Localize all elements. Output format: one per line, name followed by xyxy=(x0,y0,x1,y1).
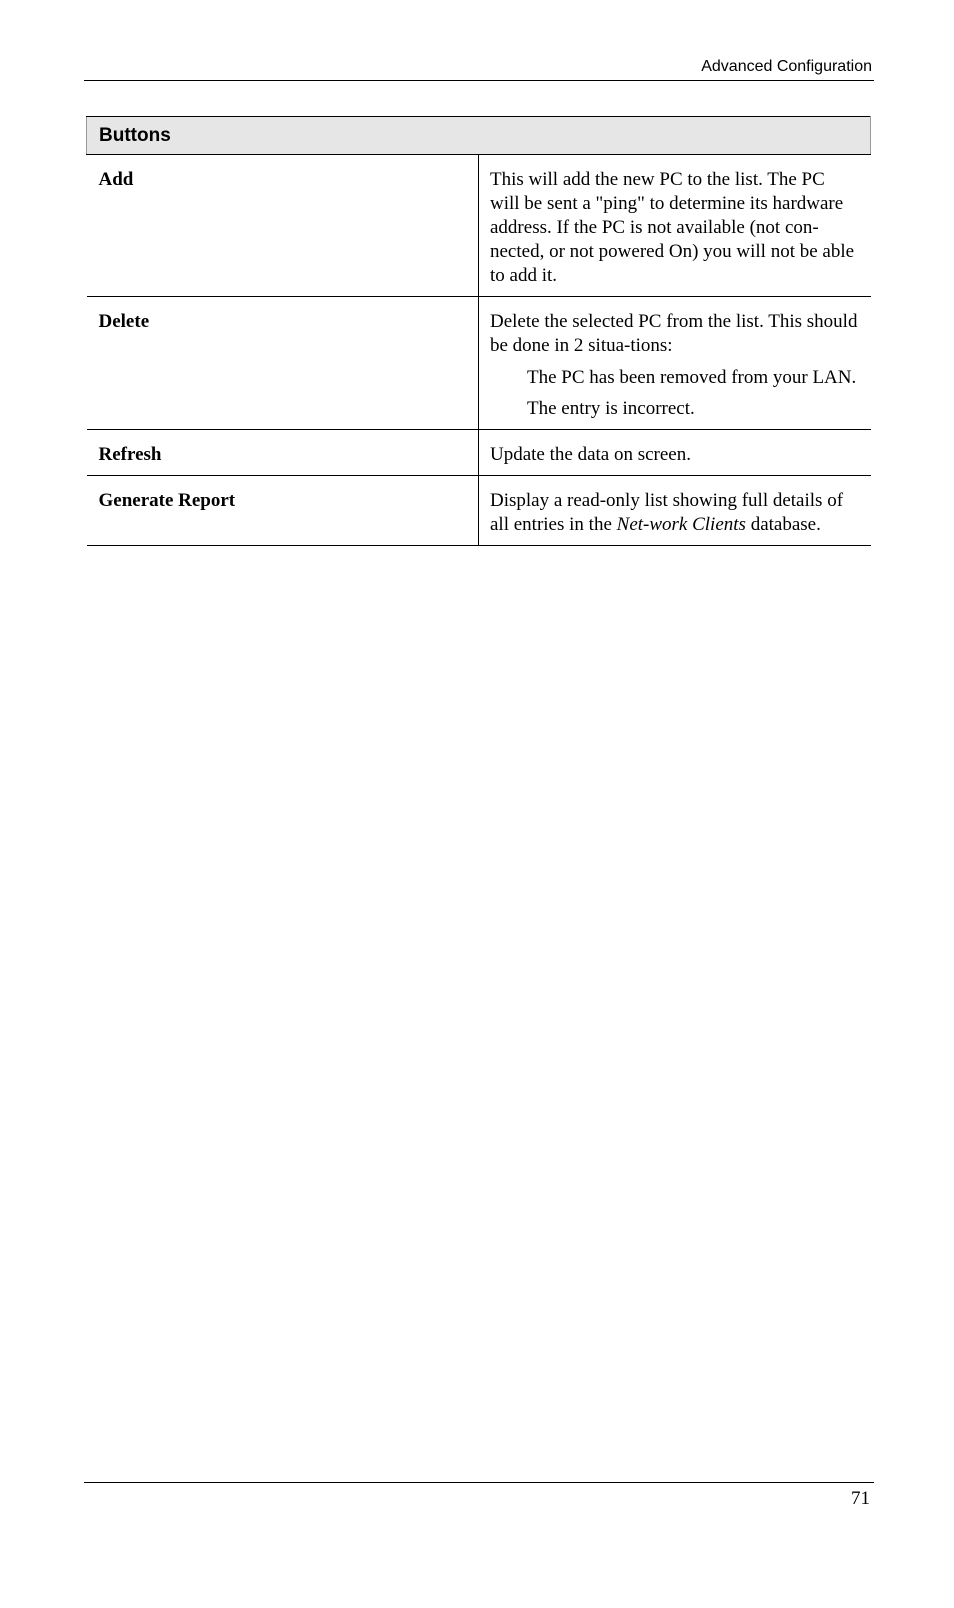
delete-situation-item: The PC has been removed from your LAN. xyxy=(527,367,857,388)
row-term-delete: Delete xyxy=(87,297,479,430)
table-row xyxy=(87,476,871,546)
description-text: database. xyxy=(745,514,821,535)
row-description-refresh: Update the data on screen. xyxy=(479,430,871,476)
table-row xyxy=(87,155,871,297)
description-italic-text: Net-work Clients xyxy=(616,514,746,535)
buttons-table-container xyxy=(86,116,871,546)
table-heading: Buttons xyxy=(87,117,871,155)
running-footer xyxy=(84,1482,874,1509)
row-term-generate-report: Generate Report xyxy=(87,476,479,546)
page-number: 71 xyxy=(851,1488,870,1509)
row-term-refresh: Refresh xyxy=(87,430,479,476)
table-row xyxy=(87,430,871,476)
delete-intro-text: Delete the selected PC from the list. This should be done in 2 situa-tions: xyxy=(490,311,858,356)
buttons-table xyxy=(86,116,871,546)
running-header-title: Advanced Configuration xyxy=(701,58,872,75)
description-text: Display a read-only list showing full details of all entries in the xyxy=(490,490,844,535)
row-description-generate-report xyxy=(479,476,871,546)
row-term-add: Add xyxy=(87,155,479,297)
table-row xyxy=(87,297,871,430)
running-header xyxy=(84,56,874,81)
delete-situation-item: The entry is incorrect. xyxy=(527,398,695,419)
row-description-delete xyxy=(479,297,871,430)
table-heading-row xyxy=(87,117,871,155)
row-description-add: This will add the new PC to the list. The PC will be sent a "ping" to determine its hardware address. If the PC is not available (not con-nected, or not powered On) you will not be able to add it. xyxy=(479,155,871,297)
